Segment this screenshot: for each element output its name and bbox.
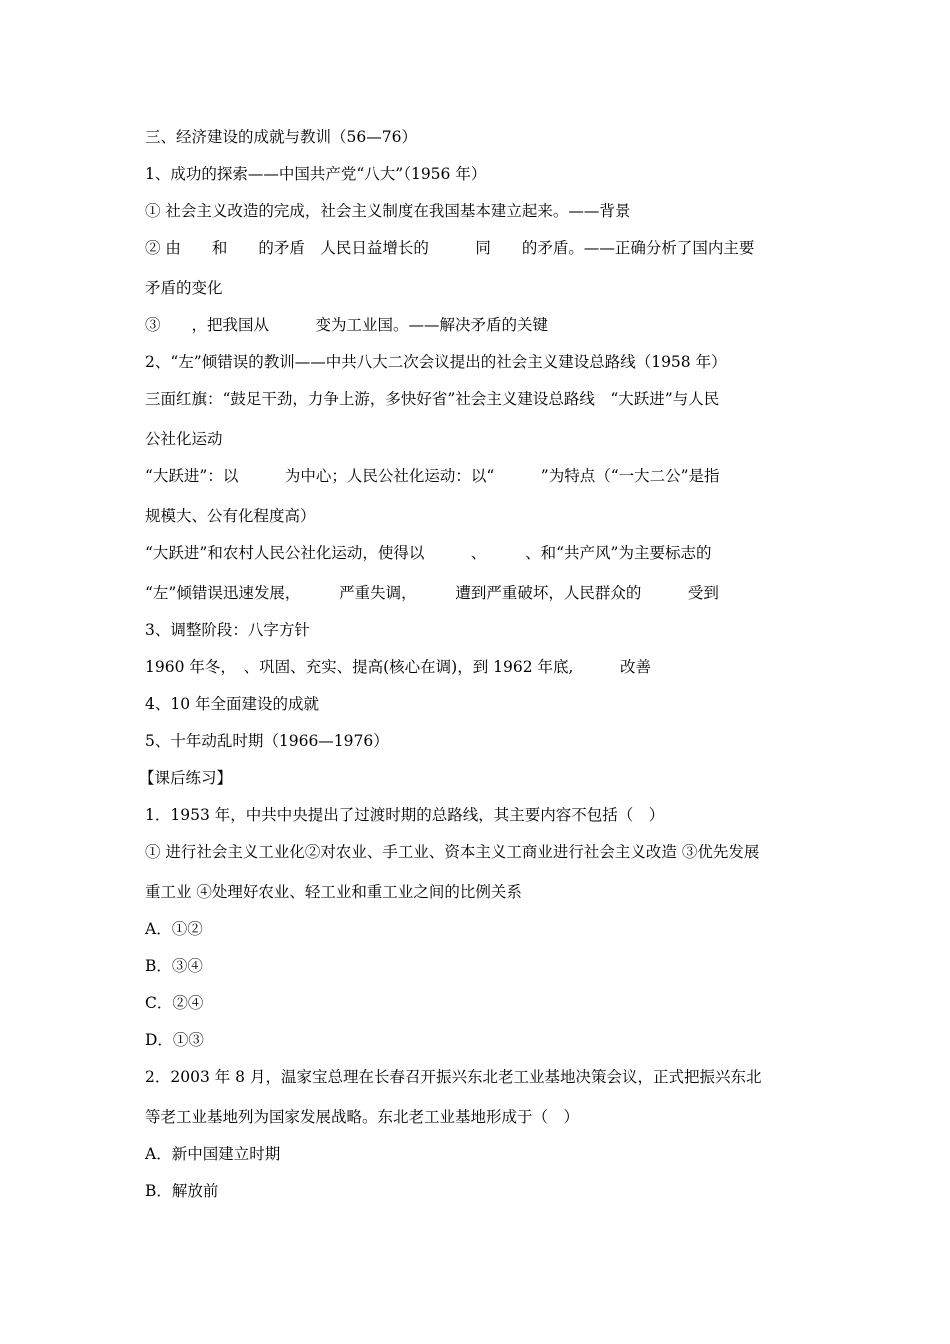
text-line: ③ ，把我国从 变为工业国。——解决矛盾的关键	[145, 316, 549, 334]
text-line: ② 由 和 的矛盾 人民日益增长的 同 的矛盾。——正确分析了国内主要	[145, 239, 755, 257]
exercise-heading: 【课后练习】	[139, 769, 233, 787]
option-b: B．解放前	[145, 1182, 219, 1200]
text-line: “大跃进”：以 为中心；人民公社化运动：以“ ”为特点（“一大二公”是指	[145, 467, 720, 485]
text-line: 规模大、公有化程度高）	[145, 507, 316, 525]
question-1: 1．1953 年，中共中央提出了过渡时期的总路线，其主要内容不包括（ ）	[145, 806, 665, 824]
option-a: A．①②	[145, 920, 203, 938]
text-line: “大跃进”和农村人民公社化运动，使得以 、 、和“共产风”为主要标志的	[145, 544, 712, 562]
option-c: C．②④	[145, 994, 204, 1012]
text-line: 公社化运动	[145, 430, 223, 448]
option-d: D．①③	[145, 1031, 204, 1049]
section-heading: 三、经济建设的成就与教训（56—76）	[145, 128, 417, 146]
question-2: 2．2003 年 8 月，温家宝总理在长春召开振兴东北老工业基地决策会议，正式把振兴东北	[145, 1068, 762, 1086]
subheading-5: 5、十年动乱时期（1966—1976）	[145, 732, 389, 750]
subheading-2: 2、“左”倾错误的教训——中共八大二次会议提出的社会主义建设总路线（1958 年）	[145, 353, 727, 371]
subheading-1: 1、成功的探索——中国共产党“八大”（1956 年）	[145, 165, 487, 183]
text-line: ① 进行社会主义工业化②对农业、手工业、资本主义工商业进行社会主义改造 ③优先发展	[145, 843, 760, 861]
text-line: 矛盾的变化	[145, 279, 223, 297]
text-line: 三面红旗：“鼓足干劲，力争上游，多快好省”社会主义建设总路线 “大跃进”与人民	[145, 390, 720, 408]
text-line: ① 社会主义改造的完成，社会主义制度在我国基本建立起来。——背景	[145, 202, 631, 220]
text-line: 等老工业基地列为国家发展战略。东北老工业基地形成于（ ）	[145, 1108, 580, 1126]
subheading-4: 4、10 年全面建设的成就	[145, 695, 320, 713]
subheading-3: 3、调整阶段：八字方针	[145, 621, 310, 639]
option-a: A．新中国建立时期	[145, 1145, 281, 1163]
option-b: B．③④	[145, 957, 203, 975]
text-line: “左”倾错误迅速发展， 严重失调， 遭到严重破坏，人民群众的 受到	[145, 584, 719, 602]
text-line: 重工业 ④处理好农业、轻工业和重工业之间的比例关系	[145, 883, 522, 901]
text-line: 1960 年冬， 、巩固、充实、提高(核心在调)，到 1962 年底, 改善	[145, 658, 651, 676]
